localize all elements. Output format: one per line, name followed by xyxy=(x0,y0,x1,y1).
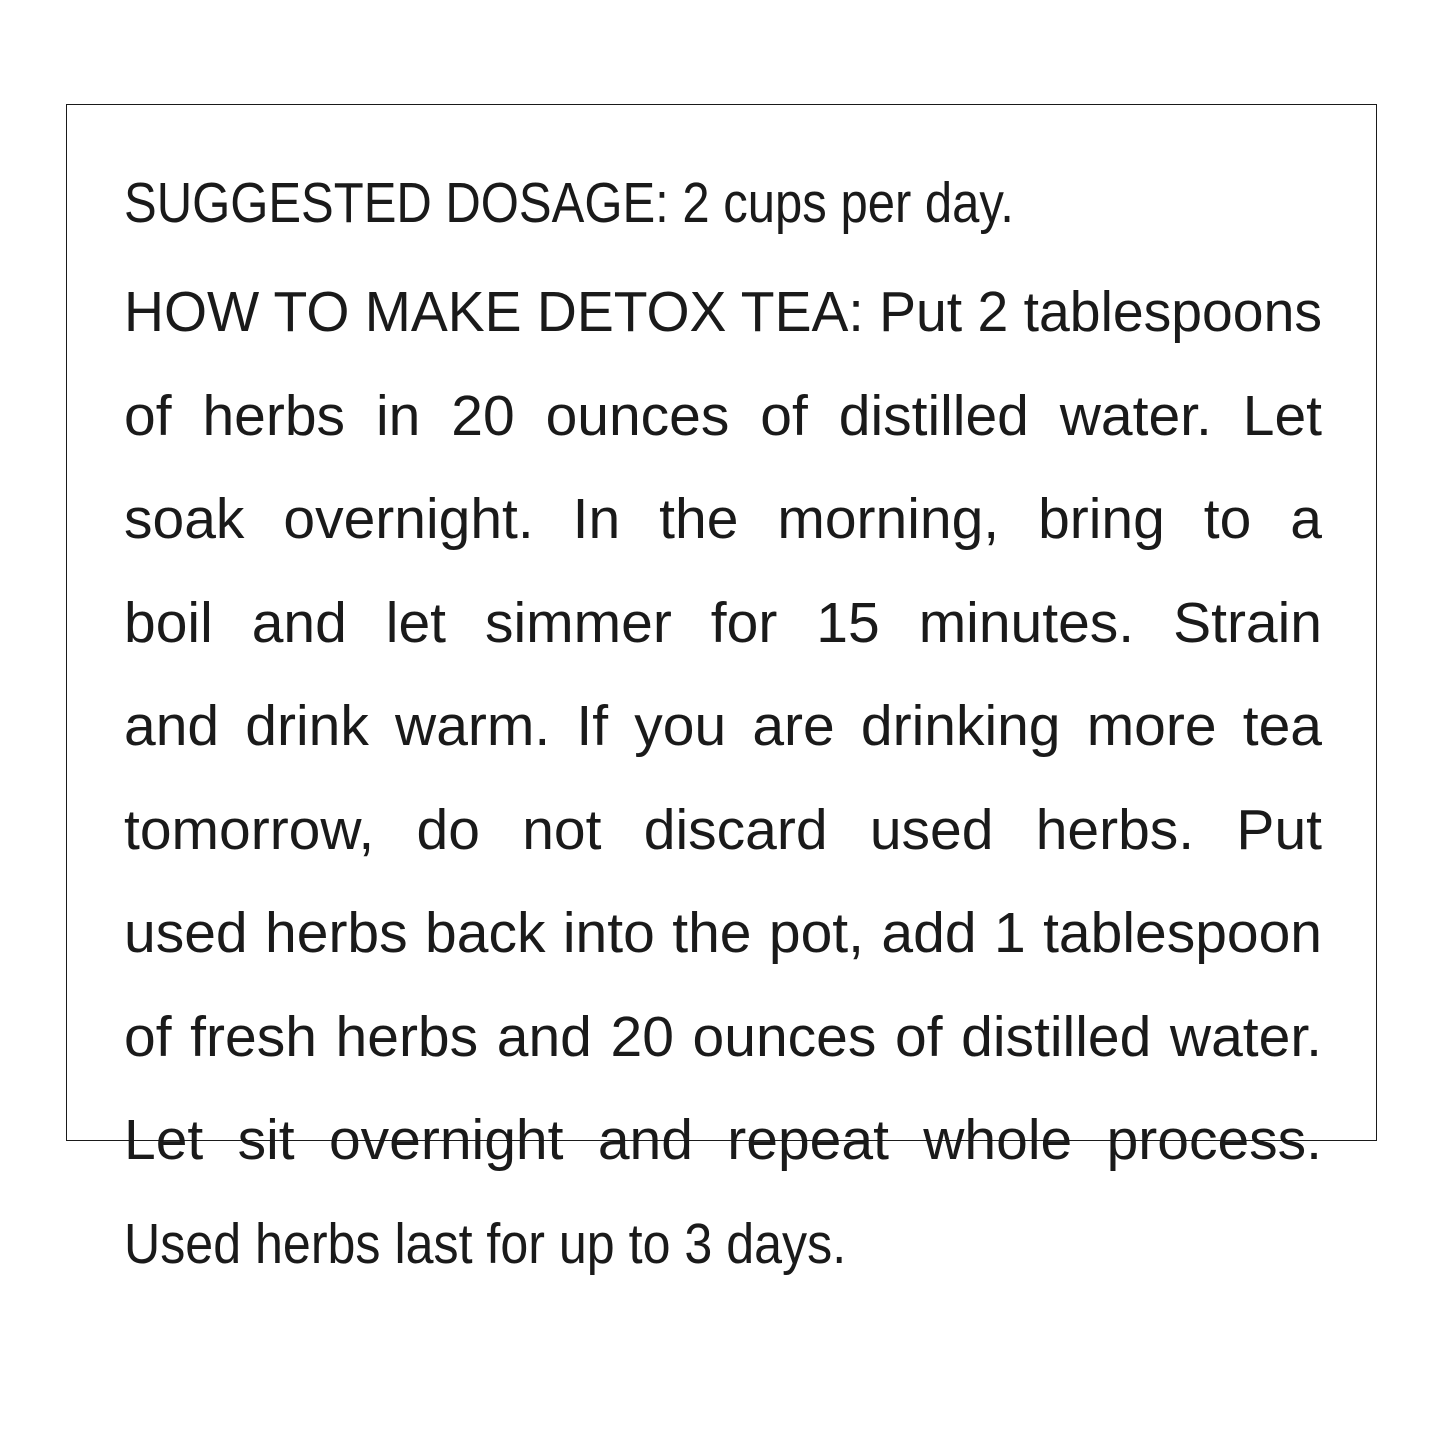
instructions-text-block xyxy=(124,157,1322,1296)
instruction-line: Used herbs last for up to 3 days. xyxy=(124,1211,847,1276)
instruction-line: Let sit overnight and repeat whole process. xyxy=(124,1108,1322,1172)
instructions-panel xyxy=(66,104,1377,1276)
instruction-line: soak overnight. In the morning, bring to a xyxy=(124,487,1322,551)
suggested-dosage: SUGGESTED DOSAGE: 2 cups per day. xyxy=(124,171,1014,235)
instruction-line: HOW TO MAKE DETOX TEA: Put 2 tablespoons xyxy=(124,280,1322,344)
instruction-line: of fresh herbs and 20 ounces of distilled water. xyxy=(124,1004,1322,1069)
instruction-line: and drink warm. If you are drinking more tea xyxy=(124,694,1322,758)
instruction-line: of herbs in 20 ounces of distilled water. Let xyxy=(124,383,1322,448)
instruction-line: boil and let simmer for 15 minutes. Strain xyxy=(124,590,1322,655)
instruction-line: used herbs back into the pot, add 1 tablespoon xyxy=(124,901,1322,965)
instruction-line: tomorrow, do not discard used herbs. Put xyxy=(124,797,1322,862)
